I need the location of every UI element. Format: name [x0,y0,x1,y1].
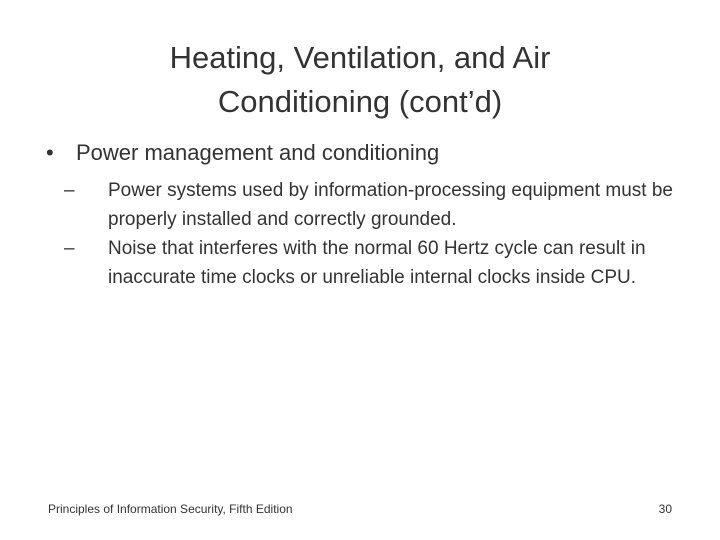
page-number: 30 [658,502,672,516]
sub-bullet-marker: – [64,180,75,201]
bullet-item [44,136,684,170]
sub-bullet-text: Power systems used by information-processing equipment must be properly installed and correctly grounded. [108,180,673,230]
bullet-list [44,136,684,292]
sub-bullet-item [64,234,684,292]
bullet-marker: • [46,140,54,165]
sub-bullet-marker: – [64,238,75,259]
sub-bullet-text: Noise that interferes with the normal 60 Hertz cycle can result in inaccurate time clocks or unreliable internal clocks inside CPU. [108,238,646,288]
bullet-text: Power management and conditioning [76,140,440,165]
title-line-1: Heating, Ventilation, and Air [169,40,551,75]
sub-bullet-item [64,176,684,234]
slide-title [60,36,660,124]
footer-source: Principles of Information Security, Fifth Edition [48,502,293,516]
title-line-2: Conditioning (cont’d) [217,84,503,119]
